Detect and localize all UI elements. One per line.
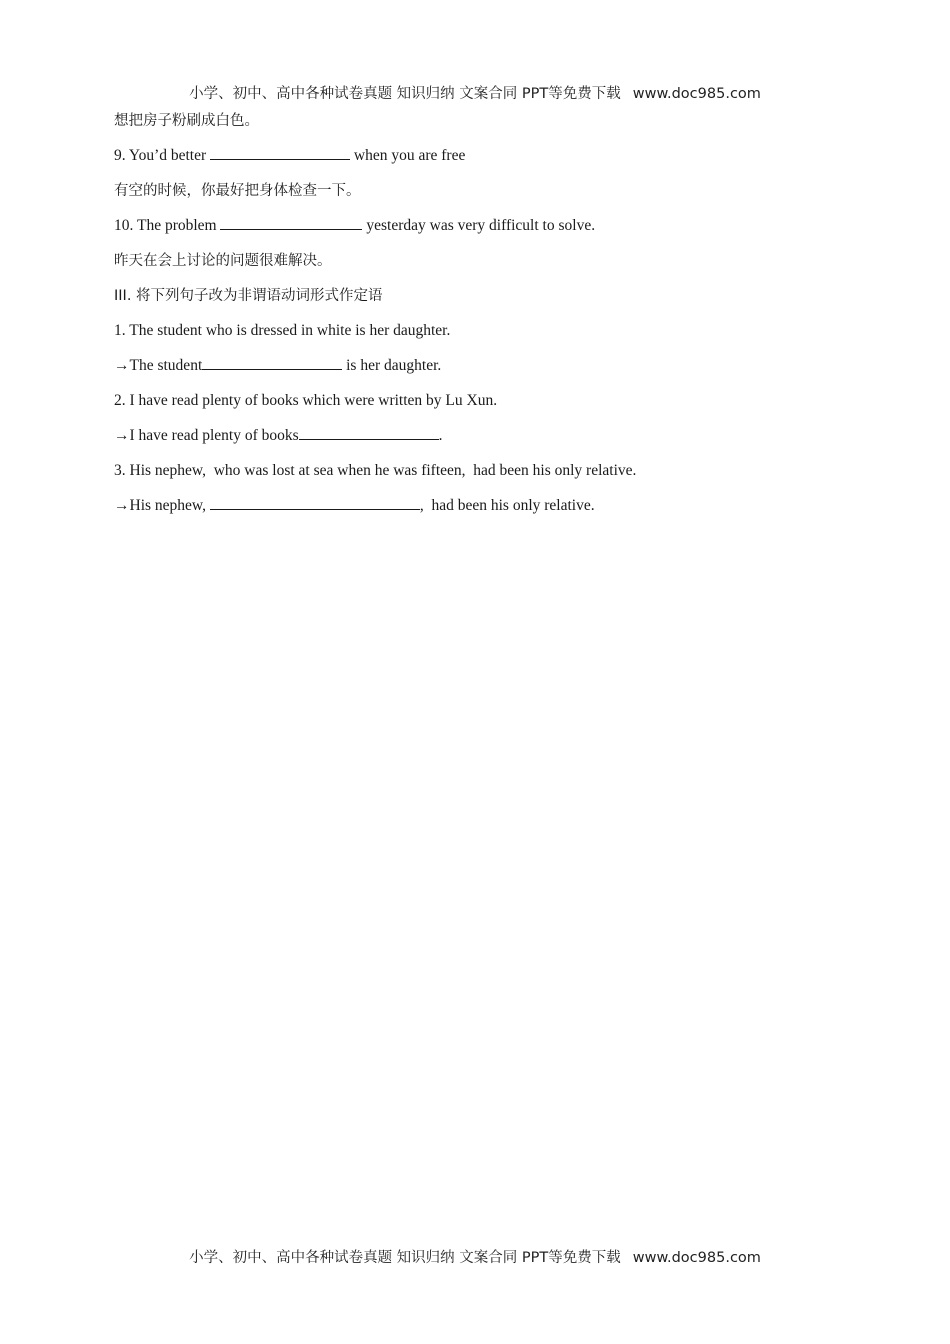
question-9-text-before: 9. You’d better: [114, 147, 211, 164]
prev-answer-translation: 想把房子粉刷成白色。: [114, 113, 259, 129]
header-text: 小学、初中、高中各种试卷真题 知识归纳 文案合同 PPT等免费下载: [189, 86, 621, 102]
document-body: [114, 110, 834, 530]
section-3-item-3-sentence: 3. His nephew, who was lost at sea when he was fifteen, had been his only relative.: [114, 462, 637, 479]
item-2-blank[interactable]: [299, 425, 439, 440]
item-3-blank[interactable]: [210, 495, 420, 510]
question-9-translation: 有空的时候，你最好把身体检查一下。: [114, 183, 361, 199]
item-3-rewrite-before: →His nephew,: [114, 497, 210, 514]
question-10-blank[interactable]: [220, 215, 362, 230]
question-10-text-before: 10. The problem: [114, 217, 221, 234]
question-9: [114, 145, 834, 180]
footer-text: 小学、初中、高中各种试卷真题 知识归纳 文案合同 PPT等免费下载: [189, 1250, 621, 1266]
question-9-text-after: when you are free: [350, 147, 466, 164]
page-header: [0, 82, 950, 103]
question-10: [114, 215, 834, 250]
section-3-title: III. 将下列句子改为非谓语动词形式作定语: [114, 288, 383, 304]
item-1-rewrite-before: →The student: [114, 357, 203, 374]
question-9-blank[interactable]: [210, 145, 350, 160]
footer-url: www.doc985.com: [632, 1250, 761, 1266]
item-3-rewrite-after: , had been his only relative.: [419, 497, 595, 514]
section-3-item-1-sentence: 1. The student who is dressed in white is her daughter.: [114, 322, 451, 339]
section-3-item-1-rewrite: [114, 355, 834, 390]
question-10-translation: 昨天在会上讨论的问题很难解决。: [114, 253, 332, 269]
header-url: www.doc985.com: [632, 86, 761, 102]
item-1-rewrite-after: is her daughter.: [342, 357, 442, 374]
item-2-rewrite-before: →I have read plenty of books: [114, 427, 299, 444]
item-2-rewrite-after: .: [438, 427, 443, 444]
question-10-text-after: yesterday was very difficult to solve.: [362, 217, 596, 234]
section-3-item-2-sentence: 2. I have read plenty of books which were written by Lu Xun.: [114, 392, 498, 409]
section-3-item-2-rewrite: [114, 425, 834, 460]
section-3-item-3-rewrite: [114, 495, 834, 530]
item-1-blank[interactable]: [202, 355, 342, 370]
page-footer: [0, 1246, 950, 1267]
